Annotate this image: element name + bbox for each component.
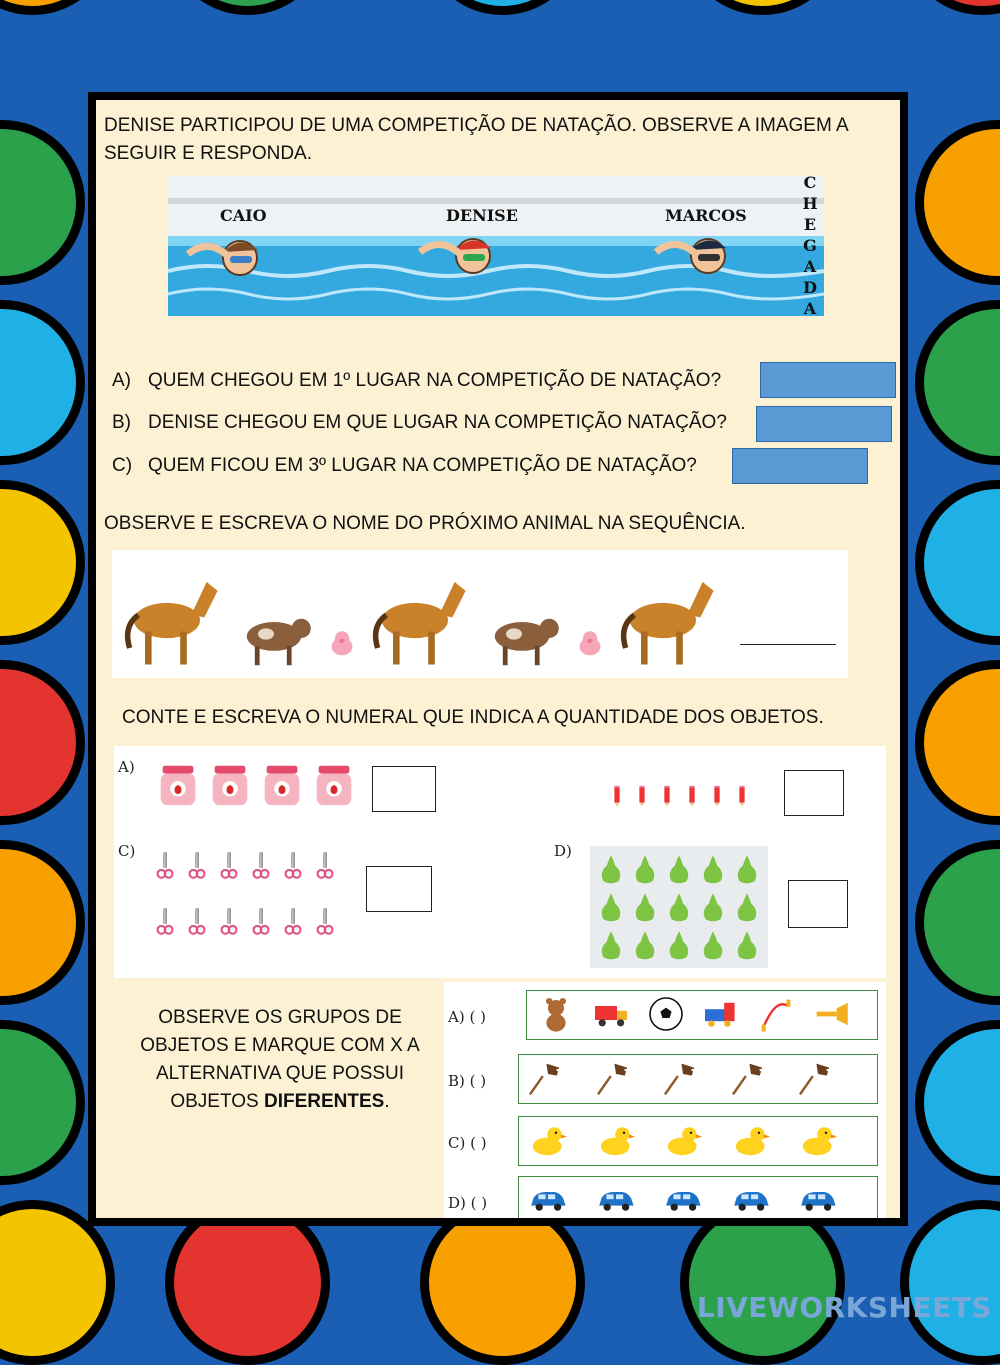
question-b: B) DENISE CHEGOU EM QUE LUGAR NA COMPETIÇÃO NATAÇÃO? (112, 412, 727, 433)
polka-dot (900, 1200, 1000, 1365)
pear-icon (628, 888, 662, 926)
scissors-icon (214, 838, 244, 894)
pencil-icon (606, 756, 628, 836)
count-answer-box[interactable] (784, 770, 844, 816)
scissors-icon (150, 894, 180, 950)
count-group-label: C) (118, 842, 136, 860)
pencil-icon (706, 756, 728, 836)
polka-dot (0, 0, 115, 15)
toy-car-icon (596, 1180, 636, 1220)
rubber-duck-icon (663, 1120, 703, 1160)
question-a: A) QUEM CHEGOU EM 1º LUGAR NA COMPETIÇÃO DE NATAÇÃO? (112, 370, 722, 391)
polka-dot (915, 480, 1000, 645)
polka-dot (915, 660, 1000, 825)
animal-sequence-panel (112, 550, 848, 678)
toy-car-icon (798, 1180, 838, 1220)
sequence-instruction: OBSERVE E ESCREVA O NOME DO PRÓXIMO ANIMAL NA SEQUÊNCIA. (104, 513, 746, 534)
toy-car-icon (663, 1180, 703, 1220)
pencil-icon (631, 756, 653, 836)
polka-dot (915, 300, 1000, 465)
scissors-icon (310, 838, 340, 894)
hobby-horse-icon (798, 1058, 838, 1098)
hobby-horse-icon (663, 1058, 703, 1098)
polka-dot (680, 0, 845, 15)
polka-dot (0, 480, 85, 645)
pencil-icon (731, 756, 753, 836)
swim-intro: DENISE PARTICIPOU DE UMA COMPETIÇÃO DE NATAÇÃO. OBSERVE A IMAGEM A SEGUIR E RESPONDA. (104, 115, 848, 164)
toy-train-icon (701, 994, 741, 1034)
group-option-label[interactable]: D) ( ) (448, 1194, 488, 1212)
polka-dot (0, 840, 85, 1005)
toy-truck-icon (591, 994, 631, 1034)
soccer-ball-icon (646, 994, 686, 1034)
pear-icon (696, 926, 730, 964)
jam-jar-icon (258, 756, 306, 814)
swim-picture (168, 176, 824, 316)
toy-car-icon (528, 1180, 568, 1220)
group-option-label[interactable]: A) ( ) (448, 1008, 486, 1026)
polka-dot (165, 0, 330, 15)
pear-icon (662, 888, 696, 926)
pear-icon (696, 850, 730, 888)
trumpet-icon (811, 994, 851, 1034)
groups-panel (444, 982, 886, 1220)
cow-icon (224, 590, 324, 670)
polka-dot (915, 840, 1000, 1005)
group-option-label[interactable]: C) ( ) (448, 1134, 487, 1152)
counting-panel (114, 746, 886, 978)
pear-icon (628, 850, 662, 888)
hobby-horse-icon (596, 1058, 636, 1098)
jam-jar-icon (154, 756, 202, 814)
horse-icon (360, 560, 470, 670)
count-group-label: A) (118, 758, 135, 776)
jump-rope-icon (756, 994, 796, 1034)
pencil-icon (656, 756, 678, 836)
pear-icon (730, 850, 764, 888)
polka-dot (900, 0, 1000, 15)
pencil-icon (681, 756, 703, 836)
polka-dot (915, 120, 1000, 285)
hobby-horse-icon (731, 1058, 771, 1098)
polka-dot (0, 300, 85, 465)
answer-box-a[interactable] (760, 362, 896, 398)
count-answer-box[interactable] (788, 880, 848, 928)
scissors-icon (150, 838, 180, 894)
pear-icon (730, 926, 764, 964)
cow-icon (472, 590, 572, 670)
group-option-label[interactable]: B) ( ) (448, 1072, 487, 1090)
pear-icon (628, 926, 662, 964)
pear-icon (662, 926, 696, 964)
scissors-icon (246, 894, 276, 950)
polka-dot (0, 660, 85, 825)
scissors-icon (246, 838, 276, 894)
groups-instruction: OBSERVE OS GRUPOS DE OBJETOS E MARQUE COM X A ALTERNATIVA QUE POSSUI OBJETOS DIFERENTES. (140, 1007, 420, 1112)
jam-jar-icon (206, 756, 254, 814)
next-animal-answer-line[interactable] (740, 644, 836, 645)
rubber-duck-icon (596, 1120, 636, 1160)
pear-icon (696, 888, 730, 926)
polka-dot (915, 1020, 1000, 1185)
answer-box-b[interactable] (756, 406, 892, 442)
scissors-icon (182, 894, 212, 950)
pear-icon (730, 888, 764, 926)
worksheet (88, 92, 908, 1226)
toy-car-icon (731, 1180, 771, 1220)
pig-icon (322, 615, 362, 670)
scissors-icon (278, 838, 308, 894)
scissors-icon (310, 894, 340, 950)
swimmer-label-caio: CAIO (220, 206, 267, 225)
scissors-icon (278, 894, 308, 950)
polka-dot (420, 0, 585, 15)
swimmer-label-denise: DENISE (446, 206, 518, 225)
pear-icon (662, 850, 696, 888)
scissors-icon (214, 894, 244, 950)
count-group-label: D) (554, 842, 572, 860)
pear-icon (594, 850, 628, 888)
pig-icon (570, 615, 610, 670)
hobby-horse-icon (528, 1058, 568, 1098)
count-answer-box[interactable] (372, 766, 436, 812)
rubber-duck-icon (528, 1120, 568, 1160)
polka-dot (0, 120, 85, 285)
rubber-duck-icon (731, 1120, 771, 1160)
answer-box-c[interactable] (732, 448, 868, 484)
polka-dot (0, 1020, 85, 1185)
count-instruction: CONTE E ESCREVA O NUMERAL QUE INDICA A QUANTIDADE DOS OBJETOS. (122, 707, 824, 728)
liveworksheets-logo: LIVEWORKSHEETS (696, 1291, 992, 1324)
pear-icon (594, 888, 628, 926)
teddy-bear-icon (536, 994, 576, 1034)
jam-jar-icon (310, 756, 358, 814)
question-c: C) QUEM FICOU EM 3º LUGAR NA COMPETIÇÃO DE NATAÇÃO? (112, 455, 697, 476)
swimmer-label-marcos: MARCOS (665, 206, 747, 225)
scissors-icon (182, 838, 212, 894)
rubber-duck-icon (798, 1120, 838, 1160)
finish-line-label: C H E G A D A (802, 173, 818, 318)
pear-icon (594, 926, 628, 964)
horse-icon (112, 560, 222, 670)
count-answer-box[interactable] (366, 866, 432, 912)
horse-icon (608, 560, 718, 670)
